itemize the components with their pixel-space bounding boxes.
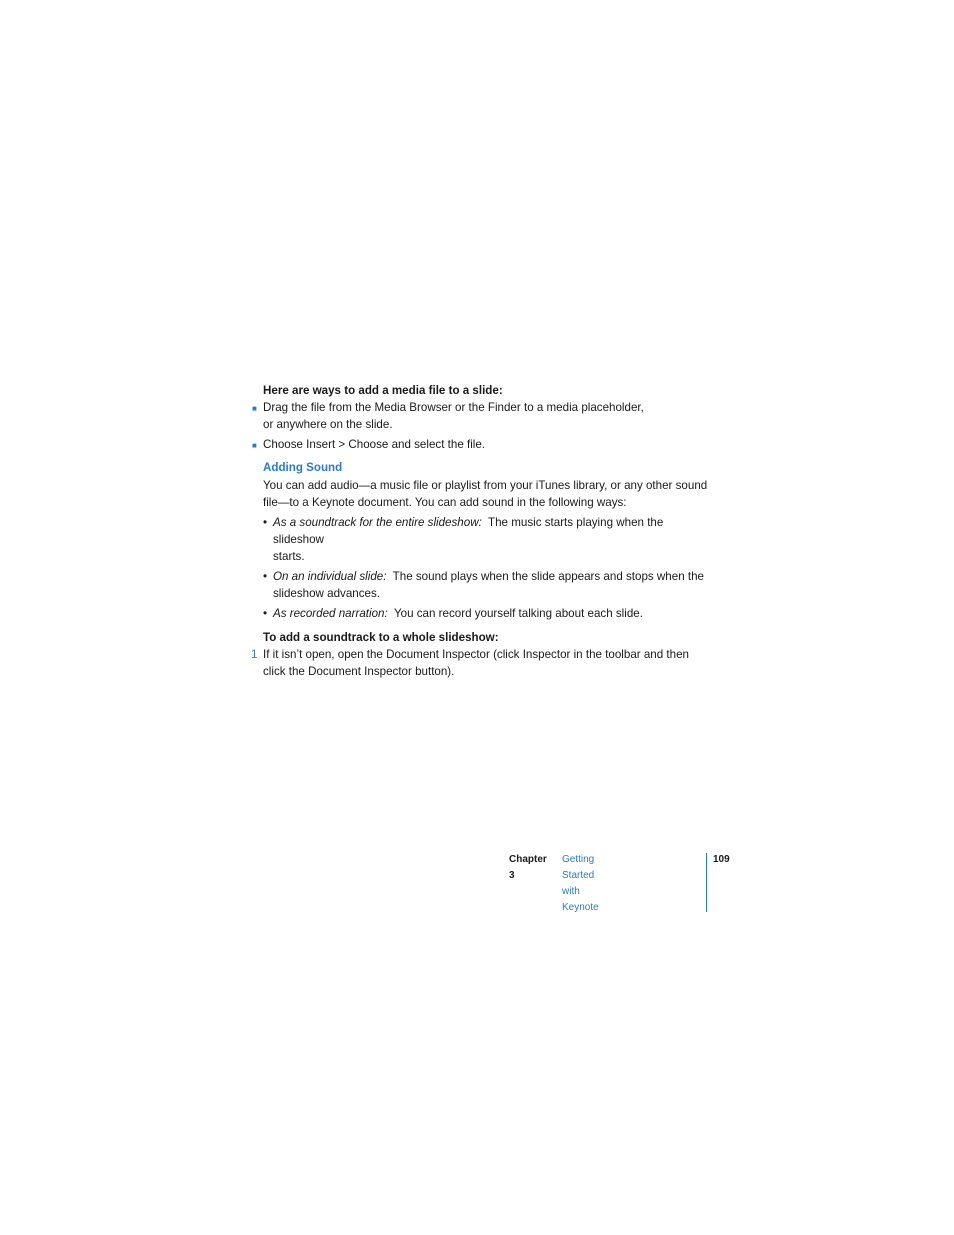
list-item-line: Drag the file from the Media Browser or the Finder to a media placeholder,: [263, 401, 644, 414]
term: On an individual slide:: [273, 570, 387, 583]
task-heading: To add a soundtrack to a whole slideshow:: [263, 631, 499, 644]
list-item: [252, 436, 713, 453]
term: As recorded narration:: [273, 607, 388, 620]
step-number: 1: [251, 648, 258, 661]
description: The sound plays when the slide appears and stops when the: [392, 570, 704, 583]
term: As a soundtrack for the entire slideshow:: [273, 516, 482, 529]
bullet-dot-icon: •: [263, 607, 268, 620]
list-item-line: Choose Insert > Choose and select the file.: [263, 438, 486, 451]
list-item-line: or anywhere on the slide.: [263, 418, 393, 431]
description: starts.: [273, 550, 305, 563]
square-bullet-icon: ■: [252, 404, 257, 413]
description: You can record yourself talking about each slide.: [393, 607, 643, 620]
bullet-dot-icon: •: [263, 516, 268, 529]
section-paragraph: [263, 477, 713, 511]
list-item: [252, 399, 713, 433]
list-item: [263, 605, 713, 622]
description: The music starts playing when the slideshow: [273, 516, 664, 546]
step-line: click the Document Inspector button).: [263, 665, 455, 678]
footer-divider: [706, 853, 707, 912]
page-body: [251, 382, 713, 680]
bullet-dot-icon: •: [263, 570, 268, 583]
section-title: Adding Sound: [263, 461, 343, 474]
list-item: [263, 568, 713, 602]
paragraph-line: file—to a Keynote document. You can add sound in the following ways:: [263, 496, 627, 509]
page-number: 109: [713, 854, 730, 865]
list-item: [263, 514, 713, 565]
chapter-title: Getting Started with Keynote: [562, 854, 599, 913]
step-line: If it isn’t open, open the Document Inspector (click Inspector in the toolbar and then: [263, 648, 689, 661]
description: slideshow advances.: [273, 587, 380, 600]
paragraph-line: You can add audio—a music file or playlist from your iTunes library, or any other sound: [263, 479, 708, 492]
chapter-label: Chapter 3: [509, 854, 547, 881]
square-bullet-icon: ■: [252, 441, 257, 450]
intro-heading: Here are ways to add a media file to a slide:: [263, 384, 503, 397]
step-item: [251, 646, 713, 680]
